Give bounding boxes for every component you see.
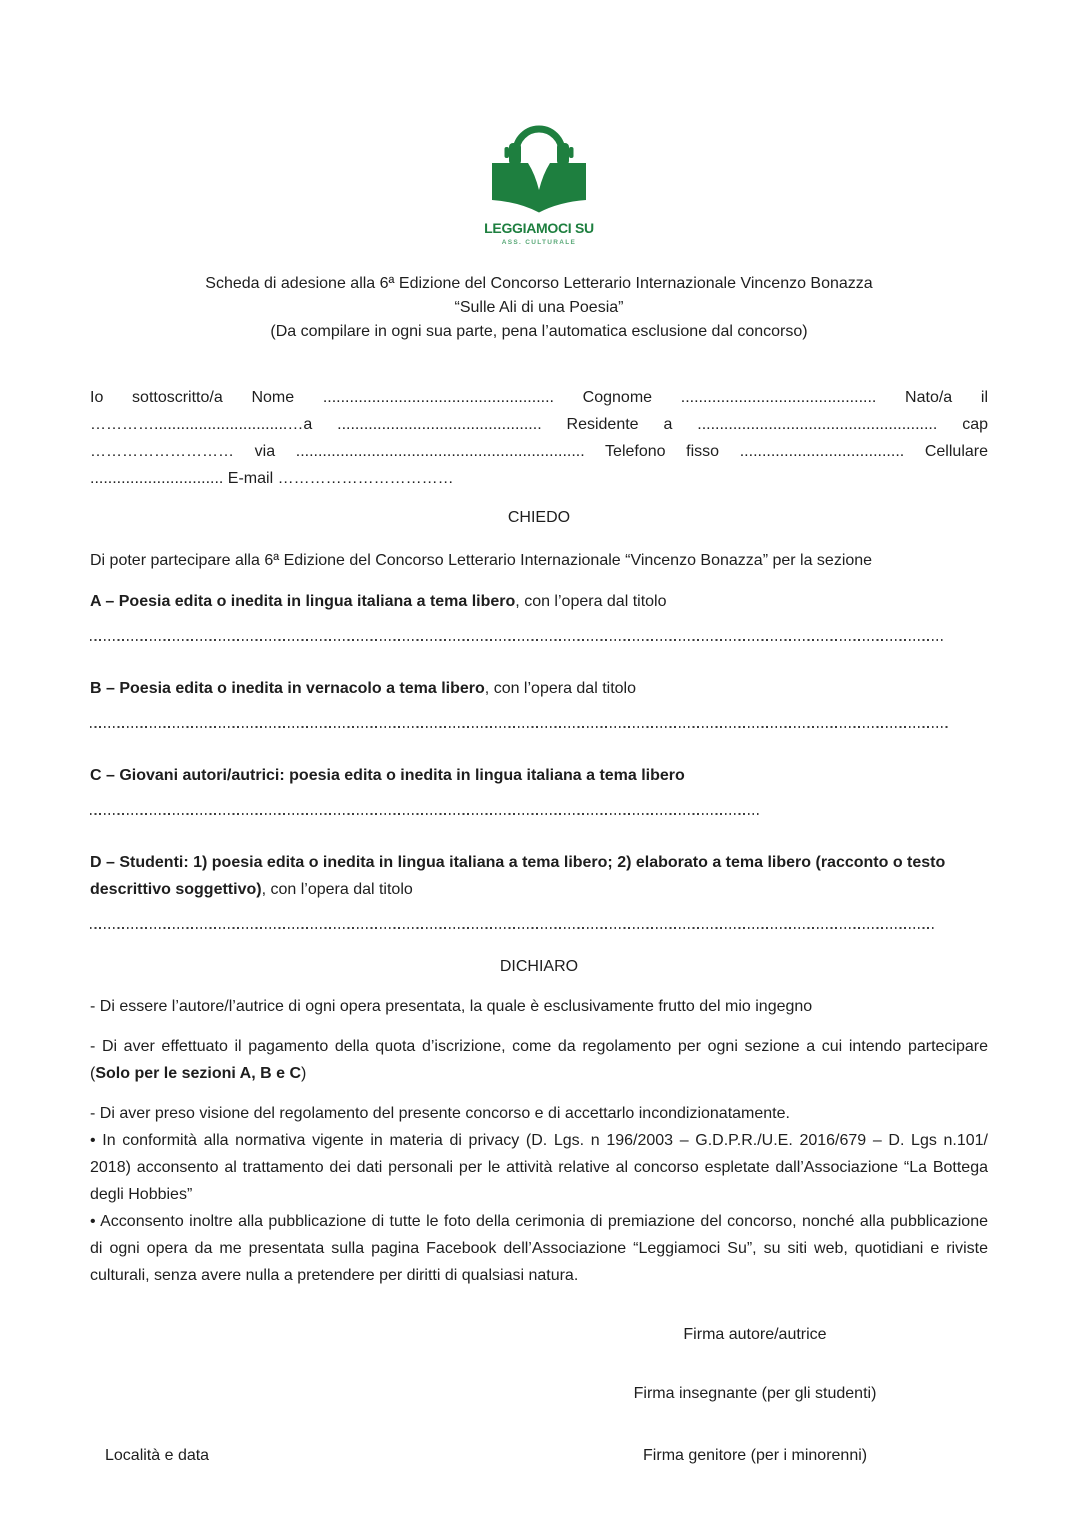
logo xyxy=(90,0,988,246)
declaration-rules xyxy=(90,1100,988,1127)
signature-teacher-label: Firma insegnante (per gli studenti) xyxy=(633,1385,877,1402)
section-a xyxy=(90,588,988,641)
section-a-title-fill-line xyxy=(90,639,943,641)
signature-bottom-row xyxy=(90,1442,988,1469)
place-date-label: Località e data xyxy=(105,1447,210,1464)
declaration-publication xyxy=(90,1208,988,1289)
personal-line-via-telefono-cellulare: ……………………… via ................................................................. Telefono fisso ..................................... Cellulare xyxy=(90,443,988,460)
personal-data-paragraph xyxy=(90,384,988,492)
declaration-payment-post: ) xyxy=(301,1065,307,1082)
section-c-title-fill-line xyxy=(90,813,759,815)
section-b xyxy=(90,675,988,728)
section-d-heading xyxy=(90,849,988,903)
signature-parent-label: Firma genitore (per i minorenni) xyxy=(643,1447,868,1464)
title-line-3: (Da compilare in ogni sua parte, pena l’automatica esclusione dal concorso) xyxy=(270,323,808,340)
dichiaro-heading: DICHIARO xyxy=(499,958,579,975)
section-c xyxy=(90,762,988,815)
section-d xyxy=(90,849,988,929)
logo-subtitle: ASS. CULTURALE xyxy=(501,239,577,246)
declaration-publication-text: • Acconsento inoltre alla pubblicazione di tutte le foto della cerimonia di premiazione del concorso, nonché alla pubblicazione di ogni opera da me presentata sulla pagina Facebook dell’Associazione “Leggiamoci Su”, su siti web, quotidiani e riviste culturali, senza avere nulla a pretendere per diritti di qualsiasi natura. xyxy=(90,1213,988,1284)
chiedo-intro: Di poter partecipare alla 6ª Edizione del Concorso Letterario Internazionale “Vincenzo Bonazza” per la sezione xyxy=(90,552,873,569)
section-d-heading-bold: D – Studenti: 1) poesia edita o inedita in lingua italiana a tema libero; 2) elaborato a tema libero (racconto o testo descrittivo soggettivo) xyxy=(90,854,946,898)
section-b-heading-rest: , con l’opera dal titolo xyxy=(484,680,636,697)
section-b-title-fill-line xyxy=(90,726,948,728)
logo-name: LEGGIAMOCI SU xyxy=(484,220,594,236)
signature-author-label: Firma autore/autrice xyxy=(683,1326,827,1343)
declaration-rules-text: - Di aver preso visione del regolamento del presente concorso e di accettarlo incondizionatamente. xyxy=(90,1105,790,1122)
section-a-heading xyxy=(90,588,988,615)
declaration-payment-text: - Di aver effettuato il pagamento della quota d’iscrizione, come da regolamento per ogni sezione a cui intendo partecipare ( xyxy=(90,1038,988,1082)
section-c-heading-bold: C – Giovani autori/autrici: poesia edita o inedita in lingua italiana a tema libero xyxy=(90,767,685,784)
declaration-authorship xyxy=(90,993,988,1020)
section-d-heading-rest: , con l’opera dal titolo xyxy=(261,881,413,898)
declaration-authorship-text: - Di essere l’autore/l’autrice di ogni opera presentata, la quale è esclusivamente frutto del mio ingegno xyxy=(90,998,813,1015)
title-line-2: “Sulle Ali di una Poesia” xyxy=(454,299,624,316)
declaration-privacy-text: • In conformità alla normativa vigente in materia di privacy (D. Lgs. n 196/2003 – G.D.P.R./U.E. 2016/679 – D. Lgs n.101/ 2018) acconsento al trattamento dei dati personali per le attività relative al concorso espletate dall’Associazione “La Bottega degli Hobbies” xyxy=(90,1132,988,1203)
section-c-heading xyxy=(90,762,988,789)
section-b-heading-bold: B – Poesia edita o inedita in vernacolo a tema libero xyxy=(90,680,485,697)
personal-line-email: .............................. E-mail …………………………… xyxy=(90,470,454,487)
declaration-privacy xyxy=(90,1127,988,1208)
section-a-heading-bold: A – Poesia edita o inedita in lingua italiana a tema libero xyxy=(90,593,516,610)
section-d-title-fill-line xyxy=(90,927,934,929)
chiedo-heading: CHIEDO xyxy=(507,509,571,526)
section-a-heading-rest: , con l’opera dal titolo xyxy=(515,593,667,610)
declaration-payment-bold: Solo per le sezioni A, B e C xyxy=(95,1065,301,1082)
section-b-heading xyxy=(90,675,988,702)
personal-line-name-surname-born: Io sottoscritto/a Nome .................................................... Cognome ............................................ Nato/a il xyxy=(90,389,988,406)
form-title xyxy=(90,272,988,344)
book-headphones-icon xyxy=(484,116,594,216)
personal-line-birthplace-residence-cap: …………..............................…a .............................................. Residente a ...................................................... cap xyxy=(90,416,988,433)
declaration-payment xyxy=(90,1033,988,1087)
title-line-1: Scheda di adesione alla 6ª Edizione del Concorso Letterario Internazionale Vincenzo Bonazza xyxy=(205,275,873,292)
